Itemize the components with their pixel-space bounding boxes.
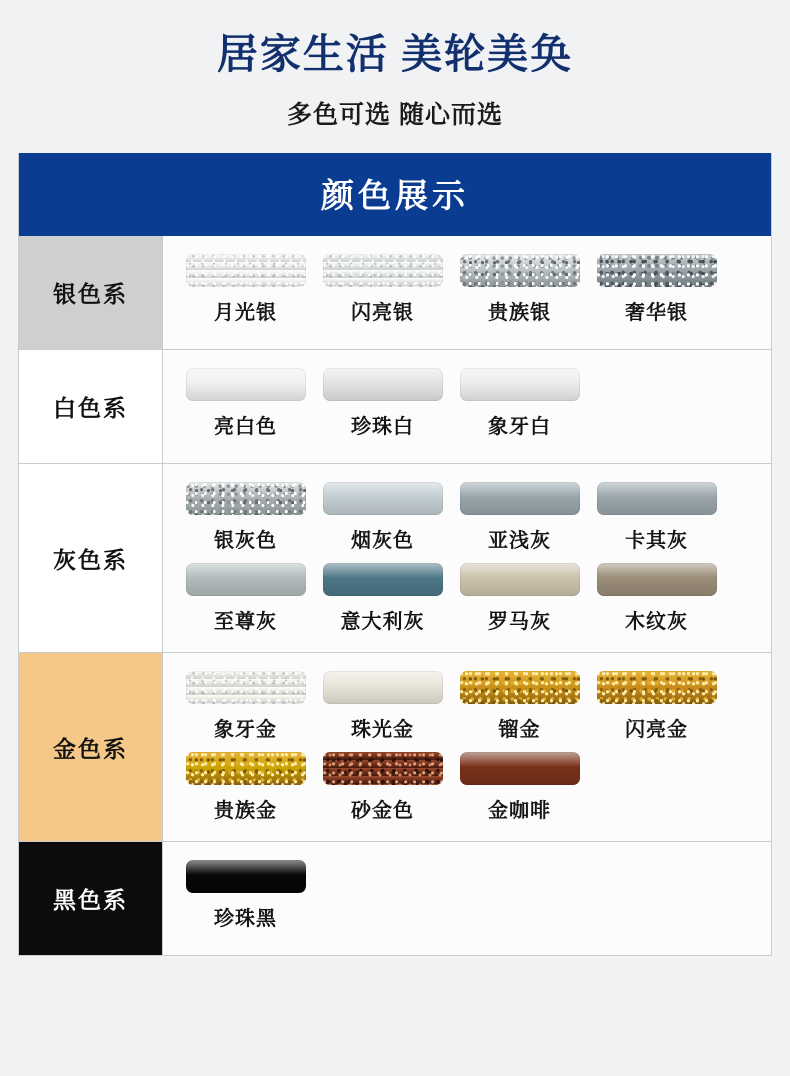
swatch-chip[interactable]: [597, 482, 717, 515]
swatch-chip[interactable]: [597, 254, 717, 287]
swatch-label: 砂金色: [351, 800, 414, 823]
swatch-chip[interactable]: [186, 752, 306, 785]
swatch-item[interactable]: [588, 563, 725, 634]
color-group-row: [19, 841, 771, 955]
swatch-label: 贵族银: [488, 302, 551, 325]
swatch-item[interactable]: [588, 482, 725, 553]
swatch-chip[interactable]: [186, 671, 306, 704]
swatch-grid: [177, 254, 761, 335]
swatch-item[interactable]: [314, 482, 451, 553]
page-subtitle: 多色可选 随心而选: [287, 101, 503, 130]
swatch-area: [163, 350, 771, 463]
swatch-area: [163, 464, 771, 652]
swatch-label: 镏金: [498, 719, 541, 742]
swatch-label: 意大利灰: [340, 611, 425, 634]
swatch-label: 亚浅灰: [488, 530, 551, 553]
swatch-chip[interactable]: [186, 368, 306, 401]
swatch-label: 亮白色: [214, 416, 277, 439]
swatch-chip[interactable]: [186, 254, 306, 287]
swatch-chip[interactable]: [323, 368, 443, 401]
swatch-chip[interactable]: [460, 671, 580, 704]
swatch-item[interactable]: [451, 671, 588, 742]
swatch-item[interactable]: [314, 671, 451, 742]
color-group-label: 白色系: [19, 350, 163, 463]
swatch-item[interactable]: [177, 482, 314, 553]
color-table: [18, 153, 772, 956]
swatch-label: 闪亮金: [625, 719, 688, 742]
swatch-label: 象牙白: [488, 416, 551, 439]
swatch-item[interactable]: [314, 752, 451, 823]
swatch-label: 象牙金: [214, 719, 277, 742]
swatch-chip[interactable]: [323, 254, 443, 287]
swatch-label: 贵族金: [214, 800, 277, 823]
swatch-chip[interactable]: [323, 563, 443, 596]
swatch-label: 奢华银: [625, 302, 688, 325]
swatch-item[interactable]: [177, 254, 314, 325]
swatch-label: 银灰色: [214, 530, 277, 553]
swatch-item[interactable]: [314, 368, 451, 439]
swatch-label: 珠光金: [351, 719, 414, 742]
swatch-label: 珍珠黑: [214, 908, 277, 931]
swatch-grid: [177, 860, 761, 941]
swatch-chip[interactable]: [460, 254, 580, 287]
swatch-chip[interactable]: [186, 563, 306, 596]
swatch-area: [163, 236, 771, 349]
swatch-label: 烟灰色: [351, 530, 414, 553]
swatch-item[interactable]: [451, 563, 588, 634]
swatch-label: 木纹灰: [625, 611, 688, 634]
color-group-row: [19, 349, 771, 463]
color-group-label: 灰色系: [19, 464, 163, 652]
swatch-grid: [177, 482, 761, 644]
swatch-chip[interactable]: [460, 482, 580, 515]
swatch-label: 月光银: [214, 302, 277, 325]
color-group-label: 黑色系: [19, 842, 163, 955]
swatch-label: 金咖啡: [488, 800, 551, 823]
swatch-label: 闪亮银: [351, 302, 414, 325]
swatch-item[interactable]: [588, 671, 725, 742]
swatch-label: 至尊灰: [214, 611, 277, 634]
swatch-grid: [177, 671, 761, 833]
color-group-label: 金色系: [19, 653, 163, 841]
swatch-item[interactable]: [177, 671, 314, 742]
swatch-label: 卡其灰: [625, 530, 688, 553]
color-table-banner: 颜色展示: [19, 153, 771, 236]
swatch-item[interactable]: [177, 563, 314, 634]
swatch-item[interactable]: [451, 254, 588, 325]
color-group-label: 银色系: [19, 236, 163, 349]
swatch-item[interactable]: [314, 254, 451, 325]
color-group-row: [19, 652, 771, 841]
swatch-area: [163, 842, 771, 955]
swatch-chip[interactable]: [323, 482, 443, 515]
color-group-row: [19, 236, 771, 349]
swatch-chip[interactable]: [460, 368, 580, 401]
color-groups: [19, 236, 771, 955]
swatch-item[interactable]: [588, 254, 725, 325]
swatch-item[interactable]: [177, 752, 314, 823]
swatch-item[interactable]: [451, 482, 588, 553]
swatch-chip[interactable]: [186, 482, 306, 515]
swatch-item[interactable]: [314, 563, 451, 634]
swatch-label: 罗马灰: [488, 611, 551, 634]
swatch-chip[interactable]: [597, 563, 717, 596]
swatch-chip[interactable]: [460, 563, 580, 596]
swatch-area: [163, 653, 771, 841]
swatch-label: 珍珠白: [351, 416, 414, 439]
swatch-chip[interactable]: [323, 752, 443, 785]
color-group-row: [19, 463, 771, 652]
swatch-chip[interactable]: [460, 752, 580, 785]
swatch-chip[interactable]: [186, 860, 306, 893]
swatch-item[interactable]: [451, 752, 588, 823]
page-title: 居家生活 美轮美奂: [216, 31, 574, 77]
swatch-item[interactable]: [177, 860, 314, 931]
swatch-item[interactable]: [177, 368, 314, 439]
swatch-grid: [177, 368, 761, 449]
swatch-item[interactable]: [451, 368, 588, 439]
swatch-chip[interactable]: [323, 671, 443, 704]
swatch-chip[interactable]: [597, 671, 717, 704]
